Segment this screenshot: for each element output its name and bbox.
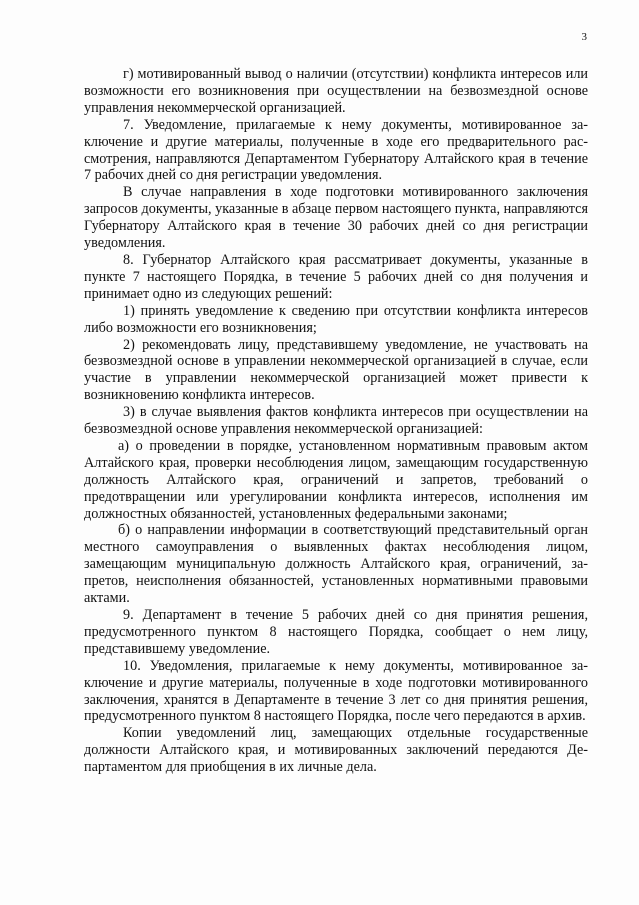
paragraph-decision-3b: б) о направлении информации в соответствующий представительный орган местного самоуправления о выявленных фактах несоблюдения лицом, замещающим муниципальную должность Алтайского края, ограничений, запретов, неисполнения обязанностей, установленных нормативными правовыми актами.: [84, 522, 588, 607]
paragraph-decision-3: 3) в случае выявления фактов конфликта интересов при осуществлении на безвозмездной основе управления некоммерческой организацией:: [84, 404, 588, 438]
paragraph-item-g: г) мотивированный вывод о наличии (отсутствии) конфликта интересов или возможности его возникновения при осуществлении на безвозмездной основе управления некоммерческой организацией.: [84, 66, 588, 116]
paragraph-clause-10: 10. Уведомления, прилагаемые к нему документы, мотивированное заключение и другие материалы, полученные в ходе подготовки мотивированного заключения, хранятся в Департаменте в течение 3 лет со дня принятия решения, предусмотренного пунктом 8 настоящего Порядка, после чего передаются в архив.: [84, 657, 588, 725]
page-number: 3: [581, 31, 587, 43]
paragraph-decision-1: 1) принять уведомление к сведению при отсутствии конфликта интересов либо возможности его возникновения;: [84, 302, 588, 336]
paragraph-clause-8: 8. Губернатор Алтайского края рассматривает документы, указанные в пункте 7 настоящего Порядка, в течение 5 рабочих дней со дня получения и принимает одно из следующих решений:: [84, 251, 588, 302]
paragraph-clause-9: 9. Департамент в течение 5 рабочих дней со дня принятия решения, предусмотренного пунктом 8 настоящего Порядка, сообщает о нем лицу, представившему уведомление.: [84, 607, 588, 657]
document-body: [84, 66, 588, 776]
paragraph-copies: Копии уведомлений лиц, замещающих отдельные государственные должности Алтайского края, и мотивированных заключений передаются Департаментом для приобщения в их личные дела.: [84, 725, 588, 776]
paragraph-decision-2: 2) рекомендовать лицу, представившему уведомление, не участвовать на безвозмездной основе в управлении некоммерческой организацией в случае, если участие в управлении некоммерческой организацией может привести к возникновению конфликта интересов.: [84, 336, 588, 404]
paragraph-clause-7: 7. Уведомление, прилагаемые к нему документы, мотивированное заключение и другие материалы, полученные в ходе его предварительного рассмотрения, направляются Департаментом Губернатору Алтайского края в течение 7 рабочих дней со дня регистрации уведомления.: [84, 116, 588, 184]
paragraph-decision-3a: а) о проведении в порядке, установленном нормативным правовым актом Алтайского края, проверки несоблюдения лицом, замещающим государственную должность Алтайского края, ограничений и запретов, требований о предотвращении или урегулировании конфликта интересов, исполнения им должностных обязанностей, установленных федеральными законами;: [84, 437, 588, 522]
paragraph-clause-7-requests: В случае направления в ходе подготовки мотивированного заключения запросов документы, указанные в абзаце первом настоящего пункта, направляются Губернатору Алтайского края в течение 30 рабочих дней со дня регистрации уведомления.: [84, 184, 588, 252]
